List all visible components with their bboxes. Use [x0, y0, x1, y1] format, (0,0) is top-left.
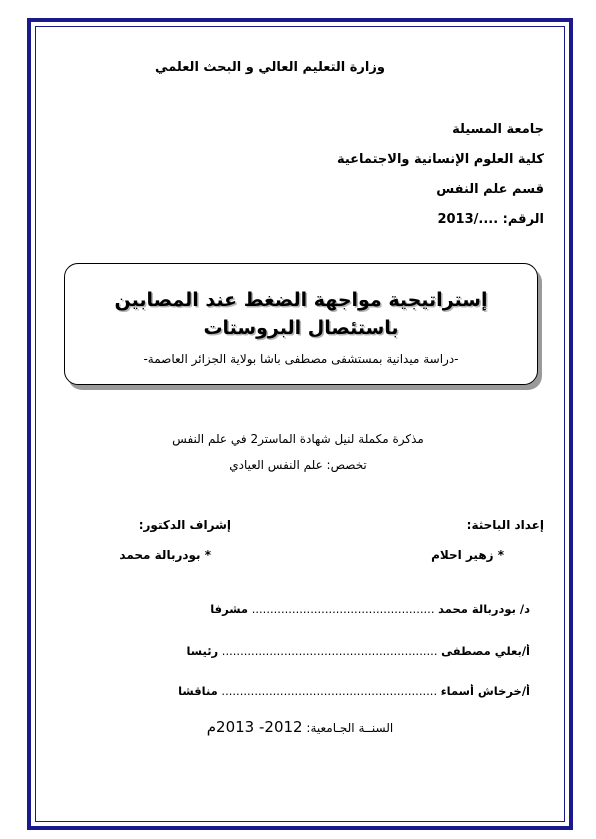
- academic-year-value: 2012- 2013م: [206, 718, 303, 736]
- page-border-inner: [35, 26, 565, 822]
- reference-number: الرقم: ..../2013: [437, 212, 544, 227]
- thesis-title: إستراتيجية مواجهة الضغط عند المصابين باستئصال البروستات: [114, 289, 488, 339]
- committee-dots: ...........................................................: [221, 644, 438, 658]
- supervisor-label: إشراف الدكتور:: [138, 518, 231, 532]
- department-name: قسم علم النفس: [436, 182, 544, 197]
- committee-member-role: مناقشا: [178, 684, 218, 698]
- thesis-subtitle: -دراسة ميدانية بمستشفى مصطفى باشا بولاية الجزائر العاصمة-: [143, 352, 459, 366]
- supervisor-name: * بودربالة محمد: [119, 548, 211, 562]
- committee-member-name: أ/خرخاش أسماء: [440, 684, 530, 698]
- committee-dots: ..................................................: [251, 602, 435, 616]
- faculty-name: كلية العلوم الإنسانية والاجتماعية: [336, 152, 544, 167]
- committee-row: [70, 602, 530, 616]
- committee-member-role: مشرفا: [210, 602, 249, 616]
- specialty: تخصص: علم النفس العيادي: [229, 458, 367, 472]
- prepared-by-label: إعداد الباحثة:: [466, 518, 544, 532]
- ministry-heading: وزارة التعليم العالي و البحث العلمي: [155, 60, 385, 75]
- committee-dots: ...........................................................: [221, 684, 438, 698]
- student-name: * زهير احلام: [431, 548, 504, 562]
- academic-year: [160, 718, 440, 736]
- committee-member-name: د/ بودربالة محمد: [438, 602, 530, 616]
- memo-description: مذكرة مكملة لنيل شهادة الماستر2 في علم النفس: [172, 432, 424, 446]
- committee-member-role: رئيسا: [186, 644, 219, 658]
- committee-row: [70, 684, 530, 698]
- university-name: جامعة المسيلة: [452, 122, 544, 137]
- committee-member-name: أ/بعلي مصطفى: [441, 644, 530, 658]
- academic-year-label: السنــة الجـامعية:: [306, 721, 394, 735]
- committee-row: [70, 644, 530, 658]
